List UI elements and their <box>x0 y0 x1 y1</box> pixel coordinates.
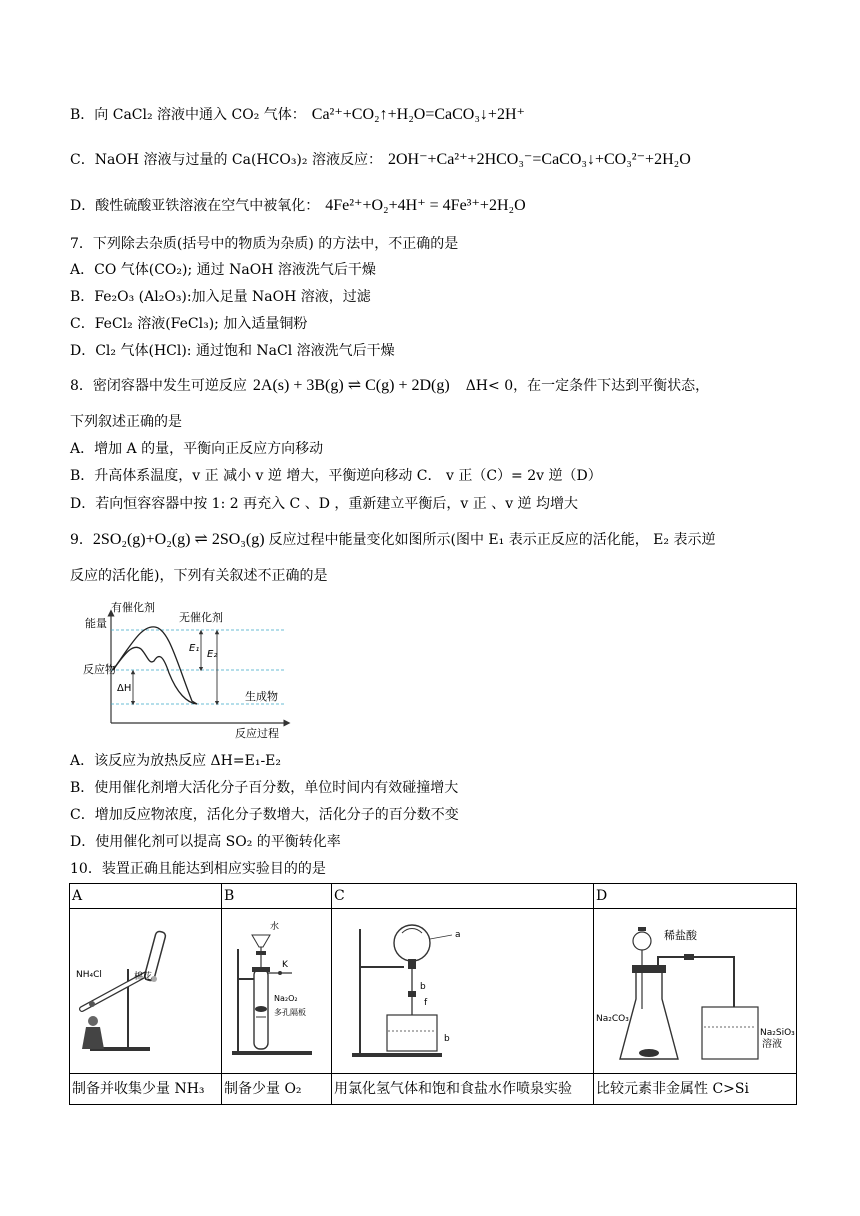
q9-stem <box>70 530 715 550</box>
q7-option-b: B．Fe₂O₃ (Al₂O₃):加入足量 NaOH 溶液，过滤 <box>70 289 371 305</box>
label-k: K <box>282 960 288 970</box>
q6-option-b-text: B．向 CaCl₂ 溶液中通入 CO₂ 气体： <box>70 107 306 123</box>
q9-num: 9． <box>70 532 93 548</box>
label-c-a: a <box>455 930 461 940</box>
e1-label: E₁ <box>189 643 200 654</box>
apparatus-c-illustration <box>332 909 593 1069</box>
label-na2sio3: Na₂SiO₃ <box>760 1028 795 1038</box>
header-a: A <box>70 884 222 909</box>
catalyzed-curve <box>113 647 197 704</box>
y-axis-label: 能量 <box>85 617 107 630</box>
q8-option-d: D．若向恒容容器中按 1: 2 再充入 C 、D ，重新建立平衡后，v 正 、v 逆 均增大 <box>70 496 579 512</box>
q6-option-c-text: C．NaOH 溶液与过量的 Ca(HCO₃)₂ 溶液反应： <box>70 152 382 168</box>
q9-reaction: 2SO₂(g)+O₂(g) ⇌ 2SO₃(g) <box>92 531 265 548</box>
q6-option-d <box>70 196 526 216</box>
table-image-row <box>70 909 797 1074</box>
q8-option-b: B．升高体系温度，v 正 减小 v 逆 增大，平衡逆向移动 C． v 正（C）= 2v 逆（D） <box>70 468 602 484</box>
q6-option-d-text: D．酸性硫酸亚铁溶液在空气中被氧化： <box>70 198 320 214</box>
product-label: 生成物 <box>245 690 278 703</box>
label-na2co3: Na₂CO₃ <box>596 1014 629 1024</box>
label-na2o2: Na₂O₂ <box>274 994 298 1003</box>
label-dilute-hcl: 稀盐酸 <box>664 929 697 942</box>
q6-option-b <box>70 105 525 125</box>
table-header-row <box>70 884 797 909</box>
label-c-f: f <box>424 998 428 1008</box>
e2-label: E₂ <box>207 649 218 660</box>
q6-option-d-formula: 4Fe²⁺+O₂+4H⁺ = 4Fe³⁺+2H₂O <box>325 197 526 214</box>
q10-stem: 10．装置正确且能达到相应实验目的的是 <box>70 861 326 877</box>
caption-a: 制备并收集少量 NH₃ <box>70 1074 222 1105</box>
q6-option-b-formula: Ca²⁺+CO₂↑+H₂O=CaCO₃↓+2H⁺ <box>311 106 525 123</box>
without-catalyst-label: 无催化剂 <box>179 611 223 624</box>
apparatus-c-cell <box>332 909 594 1074</box>
q8-stem-a: 8．密闭容器中发生可逆反应 <box>70 378 247 394</box>
label-nh4cl: NH₄Cl <box>76 970 102 980</box>
apparatus-b-illustration <box>222 909 331 1069</box>
label-c-b1: b <box>420 982 426 992</box>
apparatus-a-illustration <box>70 909 221 1069</box>
q6-option-c-formula: 2OH⁻+Ca²⁺+2HCO₃⁻=CaCO₃↓+CO₃²⁻+2H₂O <box>387 151 691 168</box>
header-c: C <box>332 884 594 909</box>
caption-d: 比较元素非金属性 C>Si <box>594 1074 797 1105</box>
q10-table <box>69 883 797 1105</box>
header-b: B <box>222 884 332 909</box>
dh-label: ΔH <box>117 683 132 694</box>
energy-diagram <box>83 601 297 741</box>
reactant-label: 反应物 <box>83 663 116 676</box>
q9-option-d: D．使用催化剂可以提高 SO₂ 的平衡转化率 <box>70 834 341 850</box>
caption-b: 制备少量 O₂ <box>222 1074 332 1105</box>
q8-option-a: A．增加 A 的量，平衡向正反应方向移动 <box>70 441 324 457</box>
q9-option-b: B．使用催化剂增大活化分子百分数，单位时间内有效碰撞增大 <box>70 780 459 796</box>
q7-option-d: D．Cl₂ 气体(HCl): 通过饱和 NaCl 溶液洗气后干燥 <box>70 343 395 359</box>
label-cotton: 棉花 <box>134 972 153 982</box>
q7-option-a: A．CO 气体(CO₂); 通过 NaOH 溶液洗气后干燥 <box>70 262 376 278</box>
label-c-b2: b <box>444 1034 450 1044</box>
q9-option-c: C．增加反应物浓度，活化分子数增大，活化分子的百分数不变 <box>70 807 459 823</box>
q8-reaction: 2A(s) + 3B(g) ⇌ C(g) + 2D(g) <box>252 377 450 394</box>
q7-option-c: C．FeCl₂ 溶液(FeCl₃); 加入适量铜粉 <box>70 316 308 332</box>
label-porous-plate: 多孔隔板 <box>274 1008 306 1017</box>
with-catalyst-label: 有催化剂 <box>111 601 155 614</box>
x-axis-label: 反应过程 <box>235 727 279 740</box>
table-caption-row <box>70 1074 797 1105</box>
apparatus-b-cell <box>222 909 332 1074</box>
q9-stem-b: 反应过程中能量变化如图所示(图中 E₁ 表示正反应的活化能， E₂ 表示逆 <box>268 532 716 548</box>
header-d: D <box>594 884 797 909</box>
apparatus-a-cell <box>70 909 222 1074</box>
q9-option-a: A．该反应为放热反应 ΔH=E₁-E₂ <box>70 753 282 769</box>
q7-stem: 7．下列除去杂质(括号中的物质为杂质) 的方法中，不正确的是 <box>70 236 459 252</box>
q9-stem-c: 反应的活化能)，下列有关叙述不正确的是 <box>70 568 328 584</box>
q8-stem-c: 下列叙述正确的是 <box>70 414 182 430</box>
apparatus-d-cell <box>594 909 797 1074</box>
apparatus-d-illustration <box>594 909 796 1069</box>
label-water: 水 <box>270 922 280 932</box>
caption-c: 用氯化氢气体和饱和食盐水作喷泉实验 <box>332 1074 594 1105</box>
q8-stem <box>70 376 709 396</box>
label-solution: 溶液 <box>762 1039 782 1050</box>
q8-stem-b: ΔH< 0，在一定条件下达到平衡状态， <box>465 378 710 394</box>
q6-option-c <box>70 150 691 170</box>
